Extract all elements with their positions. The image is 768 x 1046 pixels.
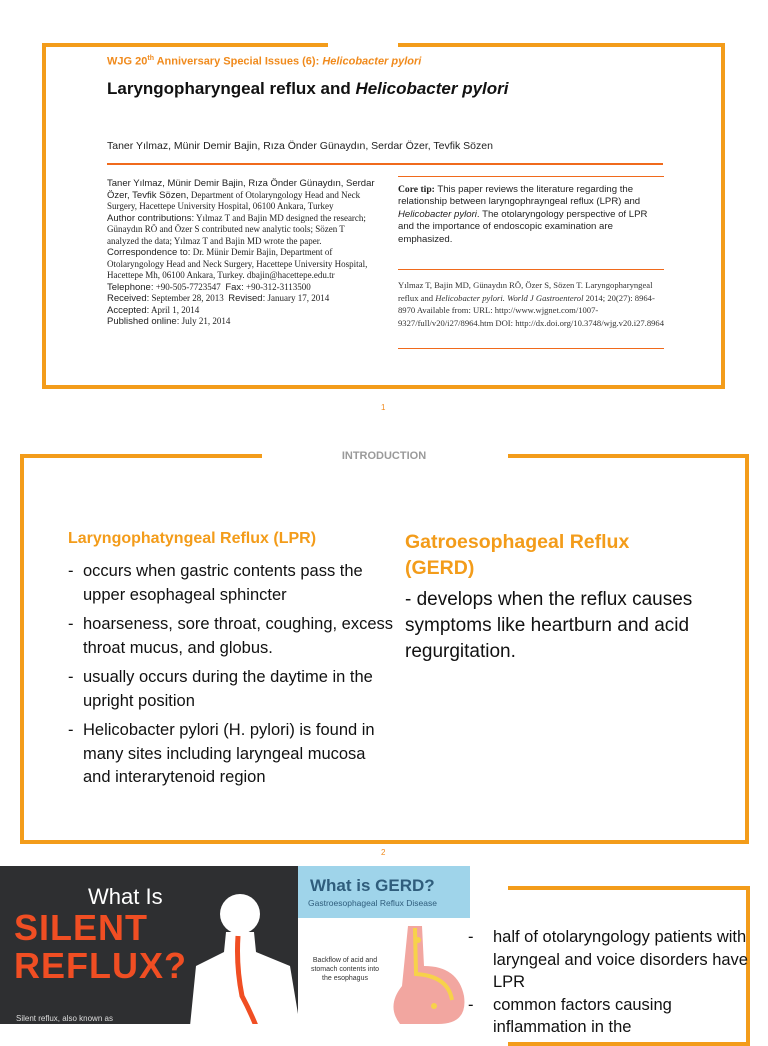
published-label: Published online: — [107, 316, 180, 327]
citation-text-a: Yılmaz T, Bajin MD, Günaydın RÖ, Özer S, Sözen T. Laryngopharyngeal reflux and — [398, 280, 653, 303]
contributions-label: Author contributions: — [107, 212, 195, 224]
journal-header-topic: Helicobacter pylori — [322, 55, 422, 68]
correspondence-label: Correspondence to: — [107, 247, 191, 258]
author-contributions — [107, 213, 377, 248]
core-tip — [398, 184, 664, 246]
accepted-line — [107, 305, 377, 317]
gerd-image — [298, 866, 470, 1024]
page-number-1: 1 — [381, 403, 386, 412]
fax-value: +90-312-3113500 — [243, 281, 311, 292]
paper-authors: Taner Yılmaz, Münir Demir Bajin, Rıza Önder Günaydın, Serdar Özer, Tevfik Sözen — [107, 140, 493, 152]
affiliation — [107, 178, 377, 213]
journal-header-middle: Anniversary Special Issues (6): — [153, 55, 323, 68]
list-item: - occurs when gastric contents pass the upper esophageal sphincter — [68, 560, 393, 607]
citation-italic: Helicobacter pylori. World J Gastroenterol — [435, 292, 584, 303]
telephone-value: +90-505-7723547 — [153, 281, 221, 292]
list-item: - usually occurs during the daytime in the upright position — [68, 666, 393, 713]
received-label: Received: — [107, 293, 150, 304]
list-item: - hoarseness, sore throat, coughing, excess throat mucus, and globus. — [68, 613, 393, 660]
intro-heading: INTRODUCTION — [341, 450, 427, 462]
silent-subtext: Silent reflux, also known as — [16, 1014, 113, 1023]
received-line — [107, 293, 377, 305]
core-tip-text-b: . The otolaryngology perspective of LPR and the importance of endoscopic examination are emphasized. — [398, 208, 648, 245]
received-value: September 28, 2013 — [149, 293, 224, 303]
citation-text-b: 2014; 20(27): 8964-8970 Available from: URL: http://www.wjgnet.com/1007-9327/full/v20/i27/8964.htm DOI: http://dx.doi.org/10.3748/wjg.v20.i27.8964 — [398, 292, 665, 328]
fax-label: Fax: — [225, 281, 244, 293]
gerd-text: - develops when the reflux causes symptoms like heartburn and acid regurgitation. — [405, 589, 693, 662]
core-tip-top-rule — [398, 176, 664, 177]
paper-title-italic: Helicobacter pylori — [355, 79, 509, 98]
accepted-value: April 1, 2014 — [149, 304, 200, 315]
stomach-icon — [378, 926, 470, 1024]
slide-3-points — [468, 926, 758, 1039]
telephone-label: Telephone: — [107, 281, 154, 293]
journal-header-prefix: WJG 20 — [107, 55, 148, 68]
contributions-text: Yılmaz T and Bajin MD designed the research; Günaydın RÖ and Özer S contributed new analytic tools; Sözen T analyzed the data; Yılmaz T and Bajin MD wrote the paper. — [107, 212, 366, 246]
silent-reflux-image — [0, 866, 298, 1024]
gerd-image-title: What is GERD? — [310, 876, 435, 895]
core-tip-label: Core tip: — [398, 184, 435, 195]
revised-label: Revised: — [228, 293, 266, 304]
list-item: - half of otolaryngology patients with laryngeal and voice disorders have LPR — [468, 926, 758, 994]
correspondence — [107, 247, 377, 282]
paper-title-plain: Laryngopharyngeal reflux and — [107, 79, 356, 98]
body-silhouette-icon — [190, 886, 298, 1024]
citation — [398, 279, 664, 329]
citation-rule — [398, 348, 664, 349]
correspondence-text: Department of Otolaryngology Head and Neck Surgery, Hacettepe University Hospital, Hacettepe Mh, 06100 Ankara, Turkey. dbajin@hacettepe.edu.tr — [107, 247, 368, 280]
core-tip-text-a: This paper reviews the literature regarding the relationship between laryngophrayngeal reflux (LPR) and — [398, 184, 641, 208]
gerd-image-subtitle: Gastroesophageal Reflux Disease — [308, 898, 437, 908]
paper-info-column — [107, 178, 377, 328]
page-number-2: 2 — [381, 848, 386, 857]
affiliation-text: Department of Otolaryngology Head and Neck Surgery, Hacettepe University Hospital, 06100 Ankara, Turkey — [107, 189, 361, 211]
journal-header-sup: th — [147, 55, 154, 62]
correspondence-name: Dr. Münir Demir Bajin, — [190, 247, 278, 257]
silent-what-is: What Is — [88, 884, 163, 909]
affiliation-names: Taner Yılmaz, Münir Demir Bajin, Rıza Önder Günaydın, Serdar Özer, Tevfik Sözen, — [107, 178, 375, 201]
silent-word: SILENT — [14, 907, 149, 948]
published-line — [107, 316, 377, 328]
paper-title — [107, 79, 509, 99]
core-tip-bottom-rule — [398, 269, 664, 270]
journal-header — [107, 55, 421, 68]
lpr-points — [68, 560, 393, 796]
reflux-word: REFLUX? — [14, 945, 187, 986]
accepted-label: Accepted: — [107, 304, 150, 316]
lpr-title: Laryngophatyngeal Reflux (LPR) — [68, 530, 317, 547]
title-rule — [107, 163, 663, 165]
slide-1-frame-gap — [328, 42, 398, 50]
gerd-title: Gatroesophageal Reflux (GERD) — [405, 531, 630, 579]
published-value: July 21, 2014 — [179, 316, 231, 326]
gerd-image-caption: Backflow of acid and stomach contents into the esophagus — [310, 957, 380, 982]
core-tip-italic: Helicobacter pylori — [398, 208, 477, 220]
list-item: - Helicobacter pylori (H. pylori) is found in many sites including laryngeal mucosa and interarytenoid region — [68, 719, 393, 790]
contact-line — [107, 282, 377, 294]
revised-value: January 17, 2014 — [265, 293, 330, 303]
list-item: - common factors causing inflammation in the — [468, 994, 758, 1039]
